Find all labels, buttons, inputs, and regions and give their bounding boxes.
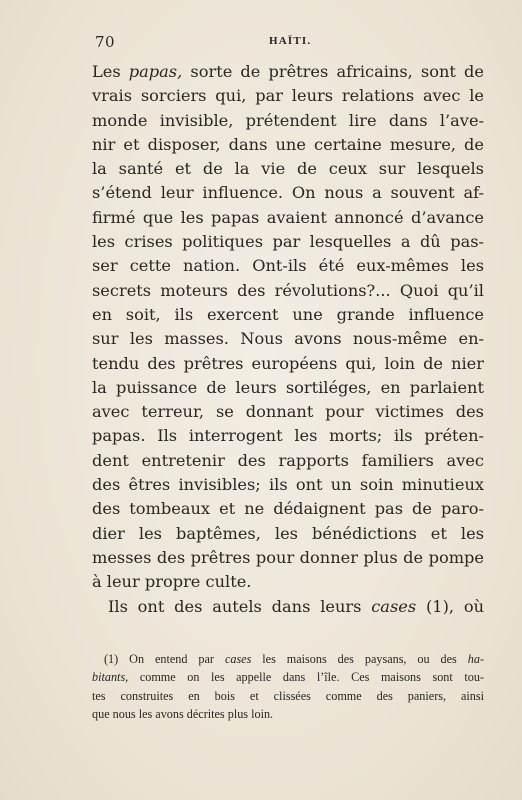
text-line: des êtres invisibles; ils ont un soin minutieux [92,475,484,495]
text-line: firmé que les papas avaient annoncé d’avance [92,207,484,227]
footnote [92,650,484,724]
text-line: messes des prêtres pour donner plus de pompe [92,547,484,567]
text-line: vrais sorciers qui, par leurs relations avec le [92,86,484,106]
text-line: tendu des prêtres européens qui, loin de nier [92,353,484,373]
text-line: papas. Ils interrogent les morts; ils préten- [92,426,484,446]
text-line: Les papas, sorte de prêtres africains, sont de [92,62,484,81]
text-line: nir et disposer, dans une certaine mesure, de [92,134,484,154]
body-text [92,60,484,619]
text-line: les crises politiques par lesquelles a dû pas- [92,232,484,252]
text-line: ser cette nation. Ont-ils été eux-mêmes les [92,256,484,276]
running-title: HAÏTI. [269,35,312,47]
text-line: la puissance de leurs sortiléges, en parlaient [92,377,484,397]
text-line: en soit, ils exercent une grande influence [92,304,484,324]
text-line: secrets moteurs des révolutions?... Quoi qu’il [92,280,484,300]
text-line: monde invisible, prétendent lire dans l’ave- [92,110,484,130]
page-number: 70 [95,33,116,51]
footnote-line: tes construites en bois et clissées comme des paniers, ainsi [92,688,484,703]
footnote-line: bitants, comme on les appelle dans l’île. Ces maisons sont tou- [92,670,484,685]
text-line: dent entretenir des rapports familiers avec [92,450,484,470]
text-line: à leur propre culte. [92,572,252,592]
footnote-line: que nous les avons décrites plus loin. [92,707,274,722]
text-line: Ils ont des autels dans leurs cases (1), où [108,596,485,616]
text-line: sur les masses. Nous avons nous-même en- [92,329,484,349]
text-line: dier les baptêmes, les bénédictions et les [92,523,484,543]
footnote-line: (1) On entend par cases les maisons des paysans, ou des ha- [104,652,484,666]
text-line: des tombeaux et ne dédaignent pas de paro- [92,499,484,519]
text-line: la santé et de la vie de ceux sur lesquels [92,159,484,179]
text-line: s’étend leur influence. On nous a souvent af- [92,183,484,203]
running-head [95,33,483,53]
text-line: avec terreur, se donnant pour victimes des [92,402,484,422]
